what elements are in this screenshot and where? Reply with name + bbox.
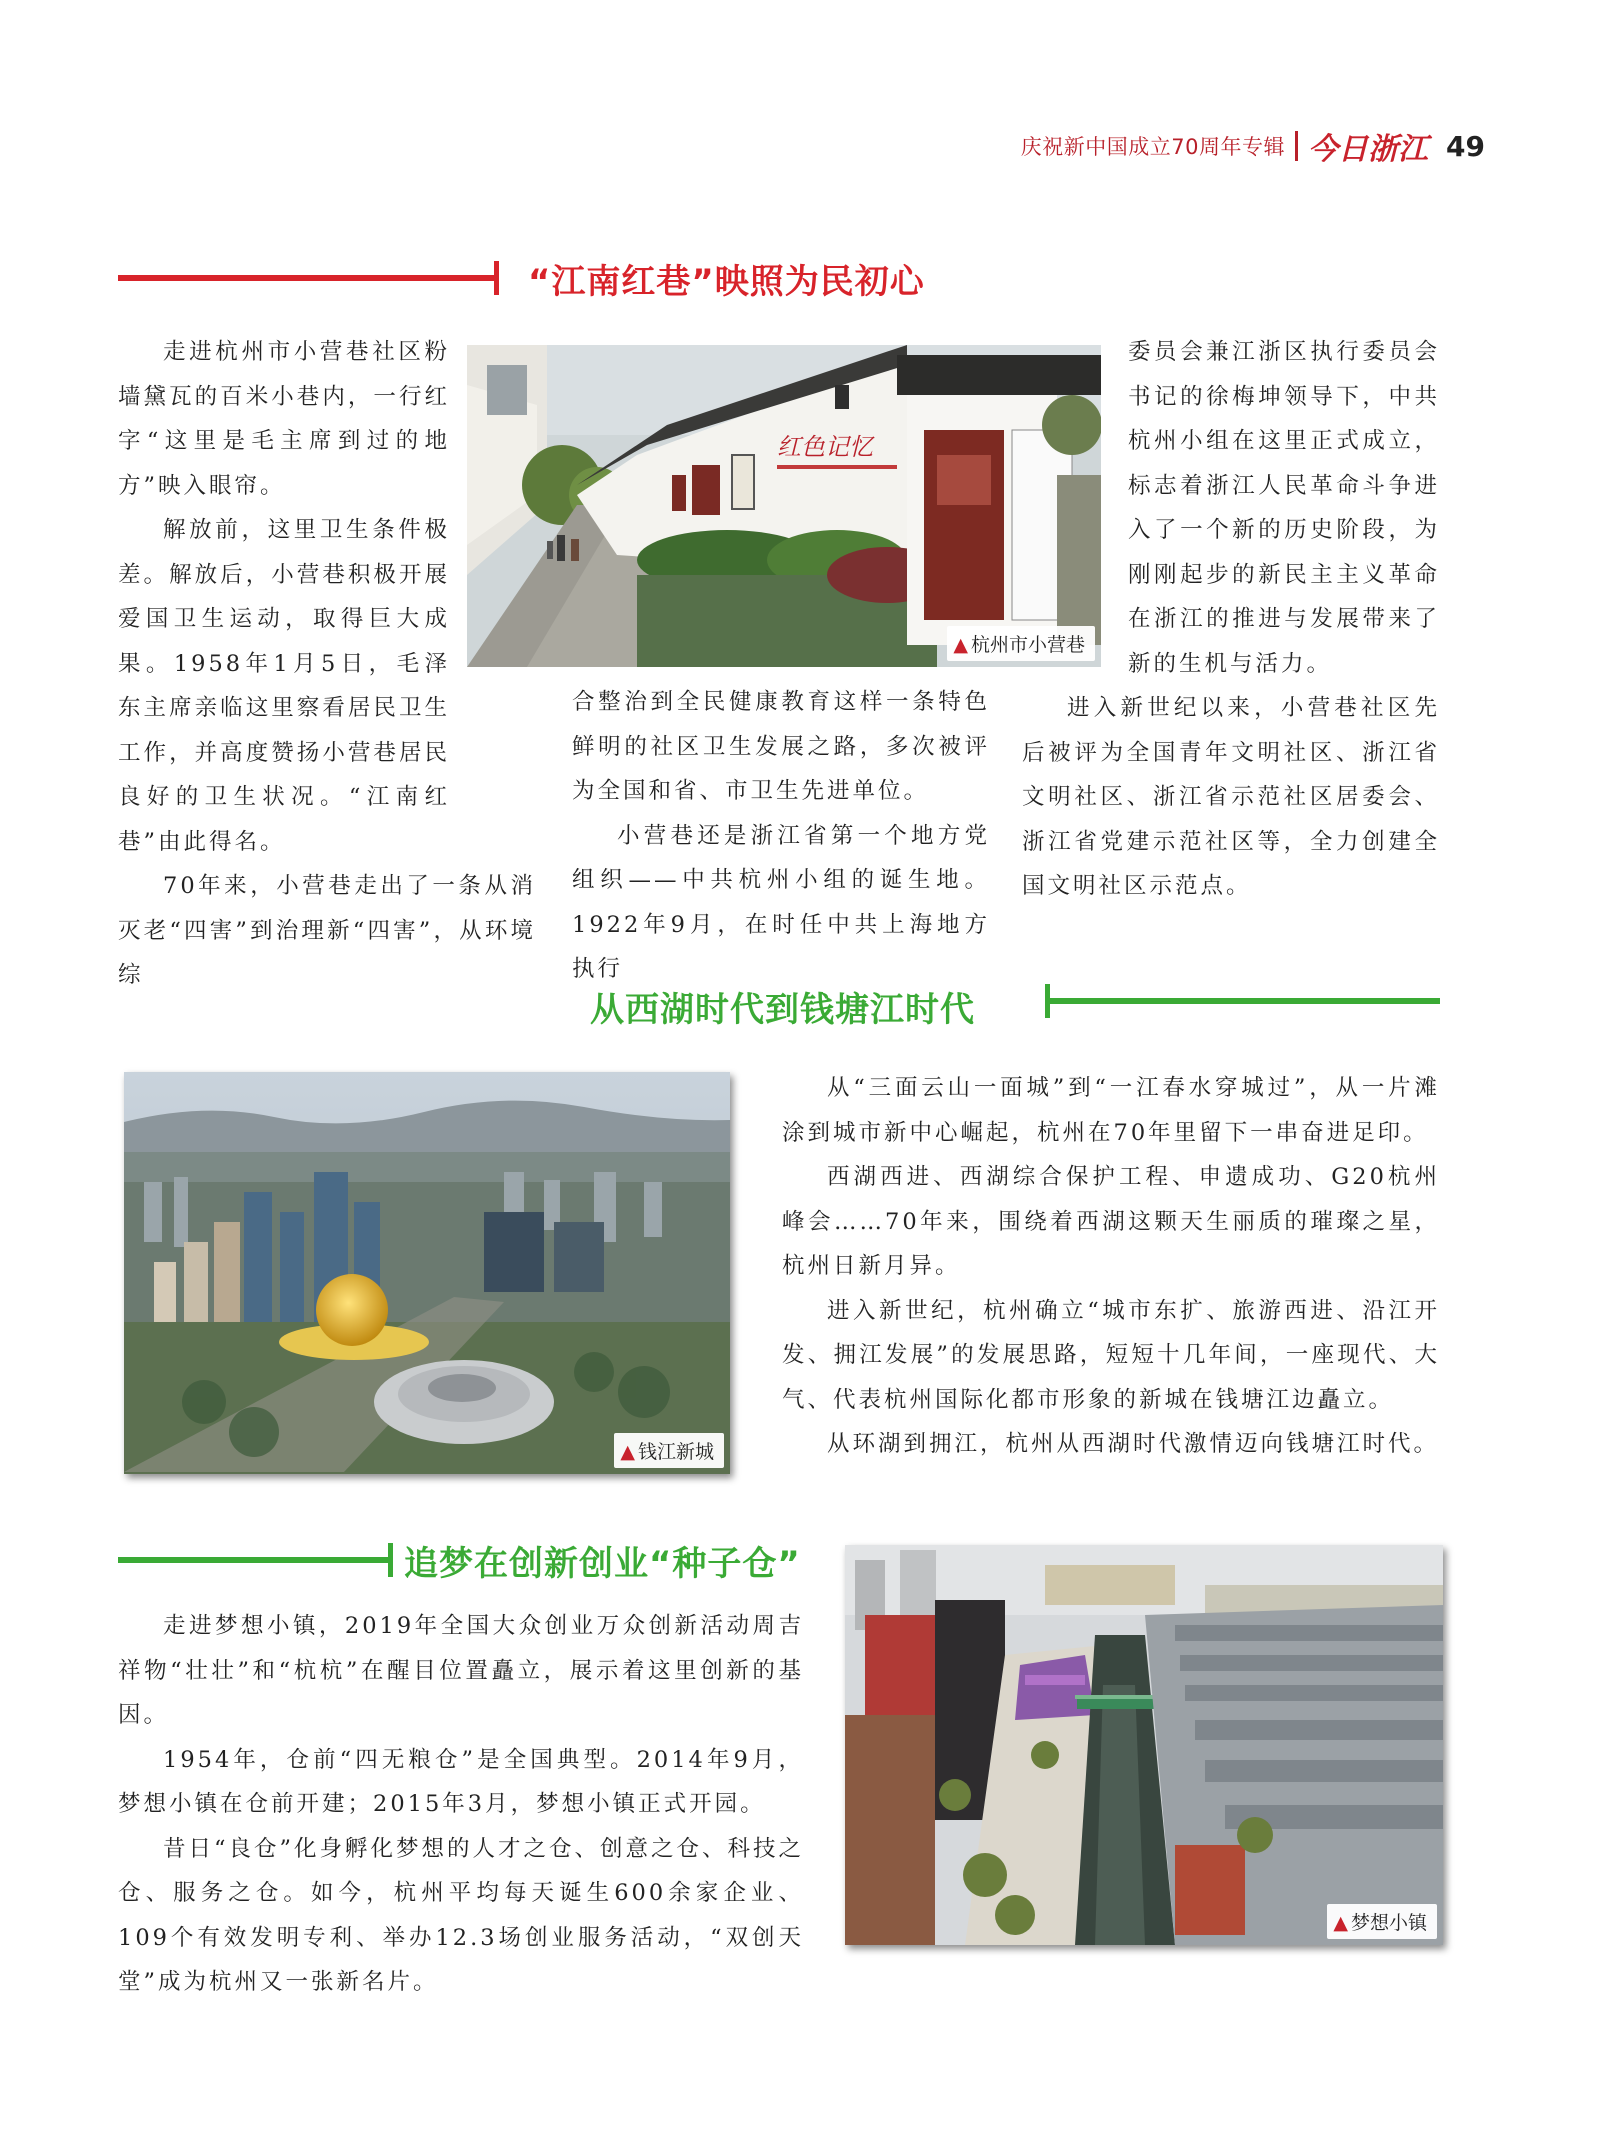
magazine-logo: 今日浙江	[1308, 132, 1429, 167]
section1-right-p1: 委员会兼江浙区执行委员会书记的徐梅坤领导下，中共杭州小组在这里正式成立，标志着浙江人民革命斗争进入了一个新的历史阶段，为刚刚起步的新民主主义革命在浙江的推进与发展带来了新的生机与活力。	[1128, 339, 1440, 677]
dream-town-photo	[845, 1545, 1443, 1945]
section1-right-p2: 进入新世纪以来，小营巷社区先后被评为全国青年文明社区、浙江省文明社区、浙江省示范社区居委会、浙江省党建示范社区等，全力创建全国文明社区示范点。	[1022, 695, 1440, 899]
section1-left-p1: 走进杭州市小营巷社区粉墙黛瓦的百米小巷内，一行红字“这里是毛主席到过的地方”映入眼帘。	[118, 339, 450, 499]
qianjiang-caption	[614, 1433, 724, 1468]
caption-marker-icon: ▲	[1333, 1912, 1348, 1934]
section3-p1: 走进梦想小镇，2019年全国大众创业万众创新活动周吉祥物“壮壮”和“杭杭”在醒目位置矗立，展示着这里创新的基因。	[118, 1613, 804, 1728]
xiaoyingxiang-photo	[467, 345, 1101, 667]
section1-title-bar	[118, 275, 496, 281]
section1-col-left	[118, 330, 536, 998]
section3-p3: 昔日“良仓”化身孵化梦想的人才之仓、创意之仓、科技之仓、服务之仓。如今，杭州平均每天诞生600余家企业、109个有效发明专利、举办12.3场创业服务活动，“双创天堂”成为杭州又一张新名片。	[118, 1835, 805, 1995]
section1-mid-p1: 合整治到全民健康教育这样一条特色鲜明的社区卫生发展之路，多次被评为全国和省、市卫生先进单位。	[572, 689, 990, 804]
section2-title-bar	[1048, 998, 1440, 1004]
section3-text	[118, 1604, 804, 2005]
section2-p1: 从“三面云山一面城”到“一江春水穿城过”，从一片滩涂到城市新中心崛起，杭州在70年里留下一串奋进足印。	[782, 1075, 1440, 1146]
qianjiang-caption-text: 钱江新城	[637, 1441, 714, 1463]
caption-marker-icon: ▲	[953, 634, 968, 656]
section1-left-p3: 70年来，小营巷走出了一条从消灭老“四害”到治理新“四害”，从环境综	[118, 873, 536, 988]
dream-town-caption	[1327, 1904, 1437, 1939]
page-number: 49	[1446, 129, 1485, 163]
section3-title: 追梦在创新创业“种子仓”	[404, 1544, 801, 1584]
section1-col-mid	[572, 680, 990, 992]
section1-title-bar-end	[494, 261, 499, 295]
section2-text	[782, 1066, 1440, 1467]
page-header	[1021, 124, 1485, 168]
special-issue-label: 庆祝新中国成立70周年专辑	[1020, 135, 1286, 159]
cityscape-illustration	[124, 1072, 730, 1474]
dream-town-illustration	[845, 1545, 1443, 1945]
header-separator	[1295, 131, 1298, 161]
section2-p3: 进入新世纪，杭州确立“城市东扩、旅游西进、沿江开发、拥江发展”的发展思路，短短十几年间，一座现代、大气、代表杭州国际化都市形象的新城在钱塘江边矗立。	[782, 1297, 1440, 1413]
xiaoyingxiang-caption	[947, 626, 1095, 661]
caption-marker-icon: ▲	[620, 1441, 635, 1463]
section2-title: 从西湖时代到钱塘江时代	[590, 990, 975, 1030]
section2-p4: 从环湖到拥江，杭州从西湖时代激情迈向钱塘江时代。	[827, 1431, 1440, 1457]
section3-title-bar	[118, 1557, 390, 1563]
section1-title: “江南红巷”映照为民初心	[528, 262, 925, 302]
section3-p2: 1954年，仓前“四无粮仓”是全国典型。2014年9月，梦想小镇在仓前开建；2015年3月，梦想小镇正式开园。	[118, 1746, 804, 1817]
section1-mid-p2: 小营巷还是浙江省第一个地方党组织——中共杭州小组的诞生地。1922年9月，在时任中共上海地方执行	[572, 822, 990, 982]
alley-illustration	[467, 345, 1101, 667]
qianjiang-newcity-photo	[124, 1072, 730, 1474]
alley-calligraphy: 红色记忆	[777, 433, 873, 461]
section1-left-p2: 解放前，这里卫生条件极差。解放后，小营巷积极开展爱国卫生运动，取得巨大成果。1958年1月5日，毛泽东主席亲临这里察看居民卫生工作，并高度赞扬小营巷居民良好的卫生状况。“江南红巷”由此得名。	[118, 517, 450, 855]
section3-title-bar-end	[388, 1543, 393, 1577]
xiaoyingxiang-caption-text: 杭州市小营巷	[970, 634, 1085, 656]
section2-p2: 西湖西进、西湖综合保护工程、申遗成功、G20杭州峰会……70年来，围绕着西湖这颗天生丽质的璀璨之星，杭州日新月异。	[782, 1164, 1440, 1279]
dream-town-caption-text: 梦想小镇	[1350, 1912, 1427, 1934]
